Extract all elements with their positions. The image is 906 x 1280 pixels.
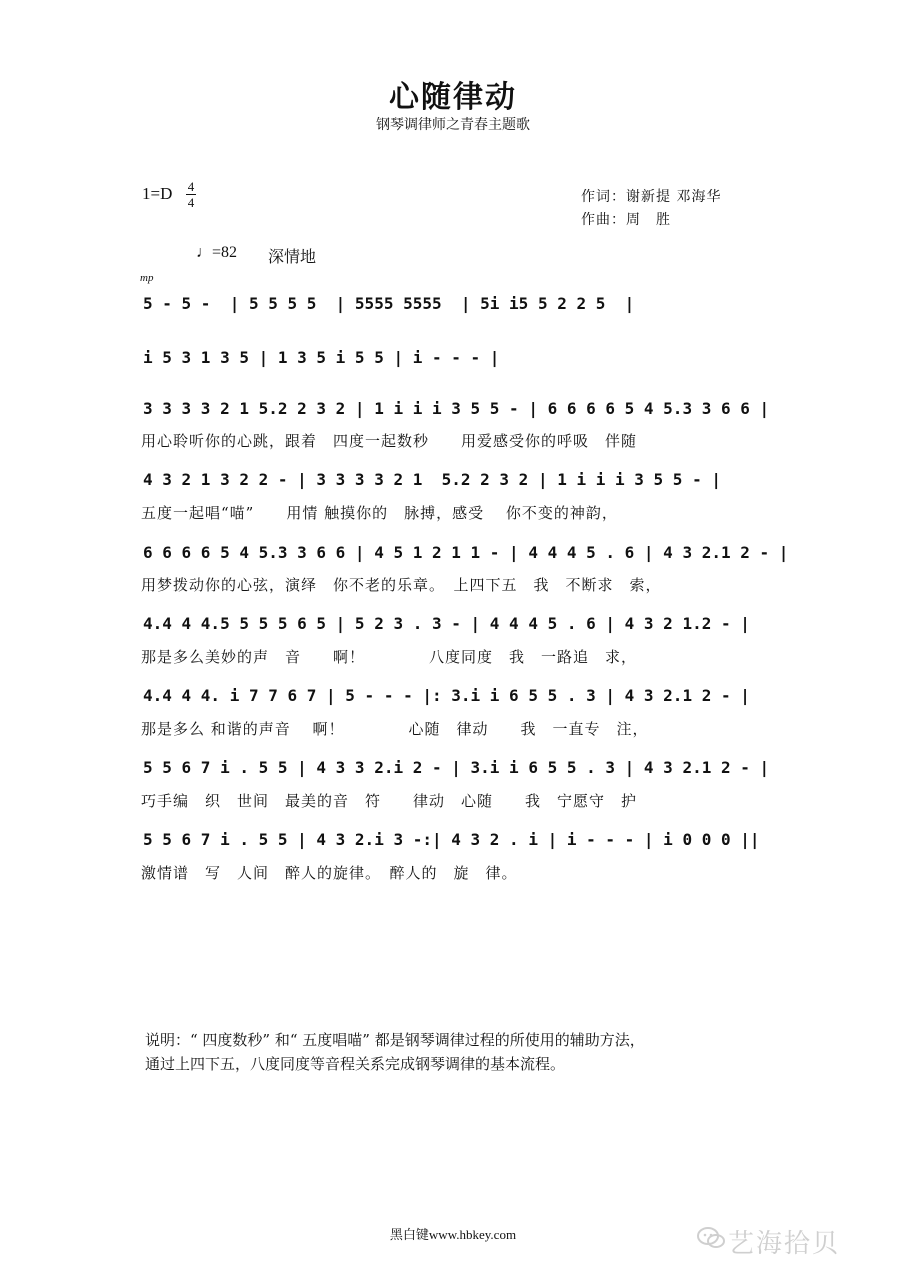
wechat-icon [696,1226,726,1250]
score-line-7-lyric: 那是多么 和谐的声音 啊！ 心随 律动 我 一直专 注， [141,720,649,738]
dynamic-marking: mp [140,272,154,284]
song-title: 心随律动 [389,80,517,115]
tempo-marking: ♩=82 [196,244,238,261]
score-line-8-lyric: 巧手编 织 世间 最美的音 符 律动 心随 我 宁愿守 护 [141,792,638,810]
score-line-1-notes: 5 - 5 - | 5 5 5 5 | 5555 5555 | 5i i5 5 2 2 5 | [143,294,635,313]
score-line-6-notes: 4.4 4 4.5 5 5 5 6 5 | 5 2 3 . 3 - | 4 4 4 5 . 6 | 4 3 2 1.2 - | [143,614,750,633]
watermark-text: 艺海拾贝 [728,1229,841,1259]
composer: 作曲：周 胜 [581,212,671,228]
score-line-4-lyric: 五度一起唱“喵” 用情 触摸你的 脉搏，感受 你不变的神韵， [141,504,618,522]
lyricist: 作词：谢新提 邓海华 [581,189,722,205]
expression-marking: 深情地 [268,247,317,266]
score-line-4-notes: 4 3 2 1 3 2 2 - | 3 3 3 3 2 1 5.2 2 3 2 | 1 i i i 3 5 5 - | [143,470,721,489]
score-line-9-lyric: 激情谱 写 人间 醉人的旋律。 醉人的 旋 律。 [141,864,518,882]
score-line-5-lyric: 用梦拨动你的心弦，演绎 你不老的乐章。 上四下五 我 不断求 索， [141,576,662,594]
key-signature: 1=D [142,184,173,203]
score-line-3-lyric: 用心聆听你的心跳，跟着 四度一起数秒 用爱感受你的呼吸 伴随 [141,432,638,450]
score-line-5-notes: 6 6 6 6 5 4 5.3 3 6 6 | 4 5 1 2 1 1 - | 4 4 4 5 . 6 | 4 3 2.1 2 - | [143,543,789,562]
explanation-line-1: 说明：“ 四度数秒” 和“ 五度唱喵” 都是钢琴调律过程的所使用的辅助方法， [145,1031,645,1049]
score-line-3-notes: 3 3 3 3 2 1 5.2 2 3 2 | 1 i i i 3 5 5 - | 6 6 6 6 5 4 5.3 3 6 6 | [143,399,770,418]
score-line-2-notes: i 5 3 1 3 5 | 1 3 5 i 5 5 | i - - - | [143,348,500,367]
explanation-note [145,1028,645,1076]
time-top: 4 [187,179,195,194]
explanation-line-2: 通过上四下五，八度同度等音程关系完成钢琴调律的基本流程。 [145,1055,566,1073]
time-signature [186,180,196,209]
score-line-8-notes: 5 5 6 7 i . 5 5 | 4 3 3 2.i 2 - | 3.i i 6 5 5 . 3 | 4 3 2.1 2 - | [143,758,770,777]
song-subtitle: 钢琴调律师之青春主题歌 [376,117,530,133]
time-bottom: 4 [187,195,195,210]
score-line-9-notes: 5 5 6 7 i . 5 5 | 4 3 2.i 3 -:| 4 3 2 . i | i - - - | i 0 0 0 || [143,830,760,849]
score-line-7-notes: 4.4 4 4. i 7 7 6 7 | 5 - - - |: 3.i i 6 5 5 . 3 | 4 3 2.1 2 - | [143,686,750,705]
footer-site: 黑白键www.hbkey.com [389,1227,517,1242]
score-line-6-lyric: 那是多么美妙的声 音 啊！ 八度同度 我 一路追 求， [141,648,638,666]
